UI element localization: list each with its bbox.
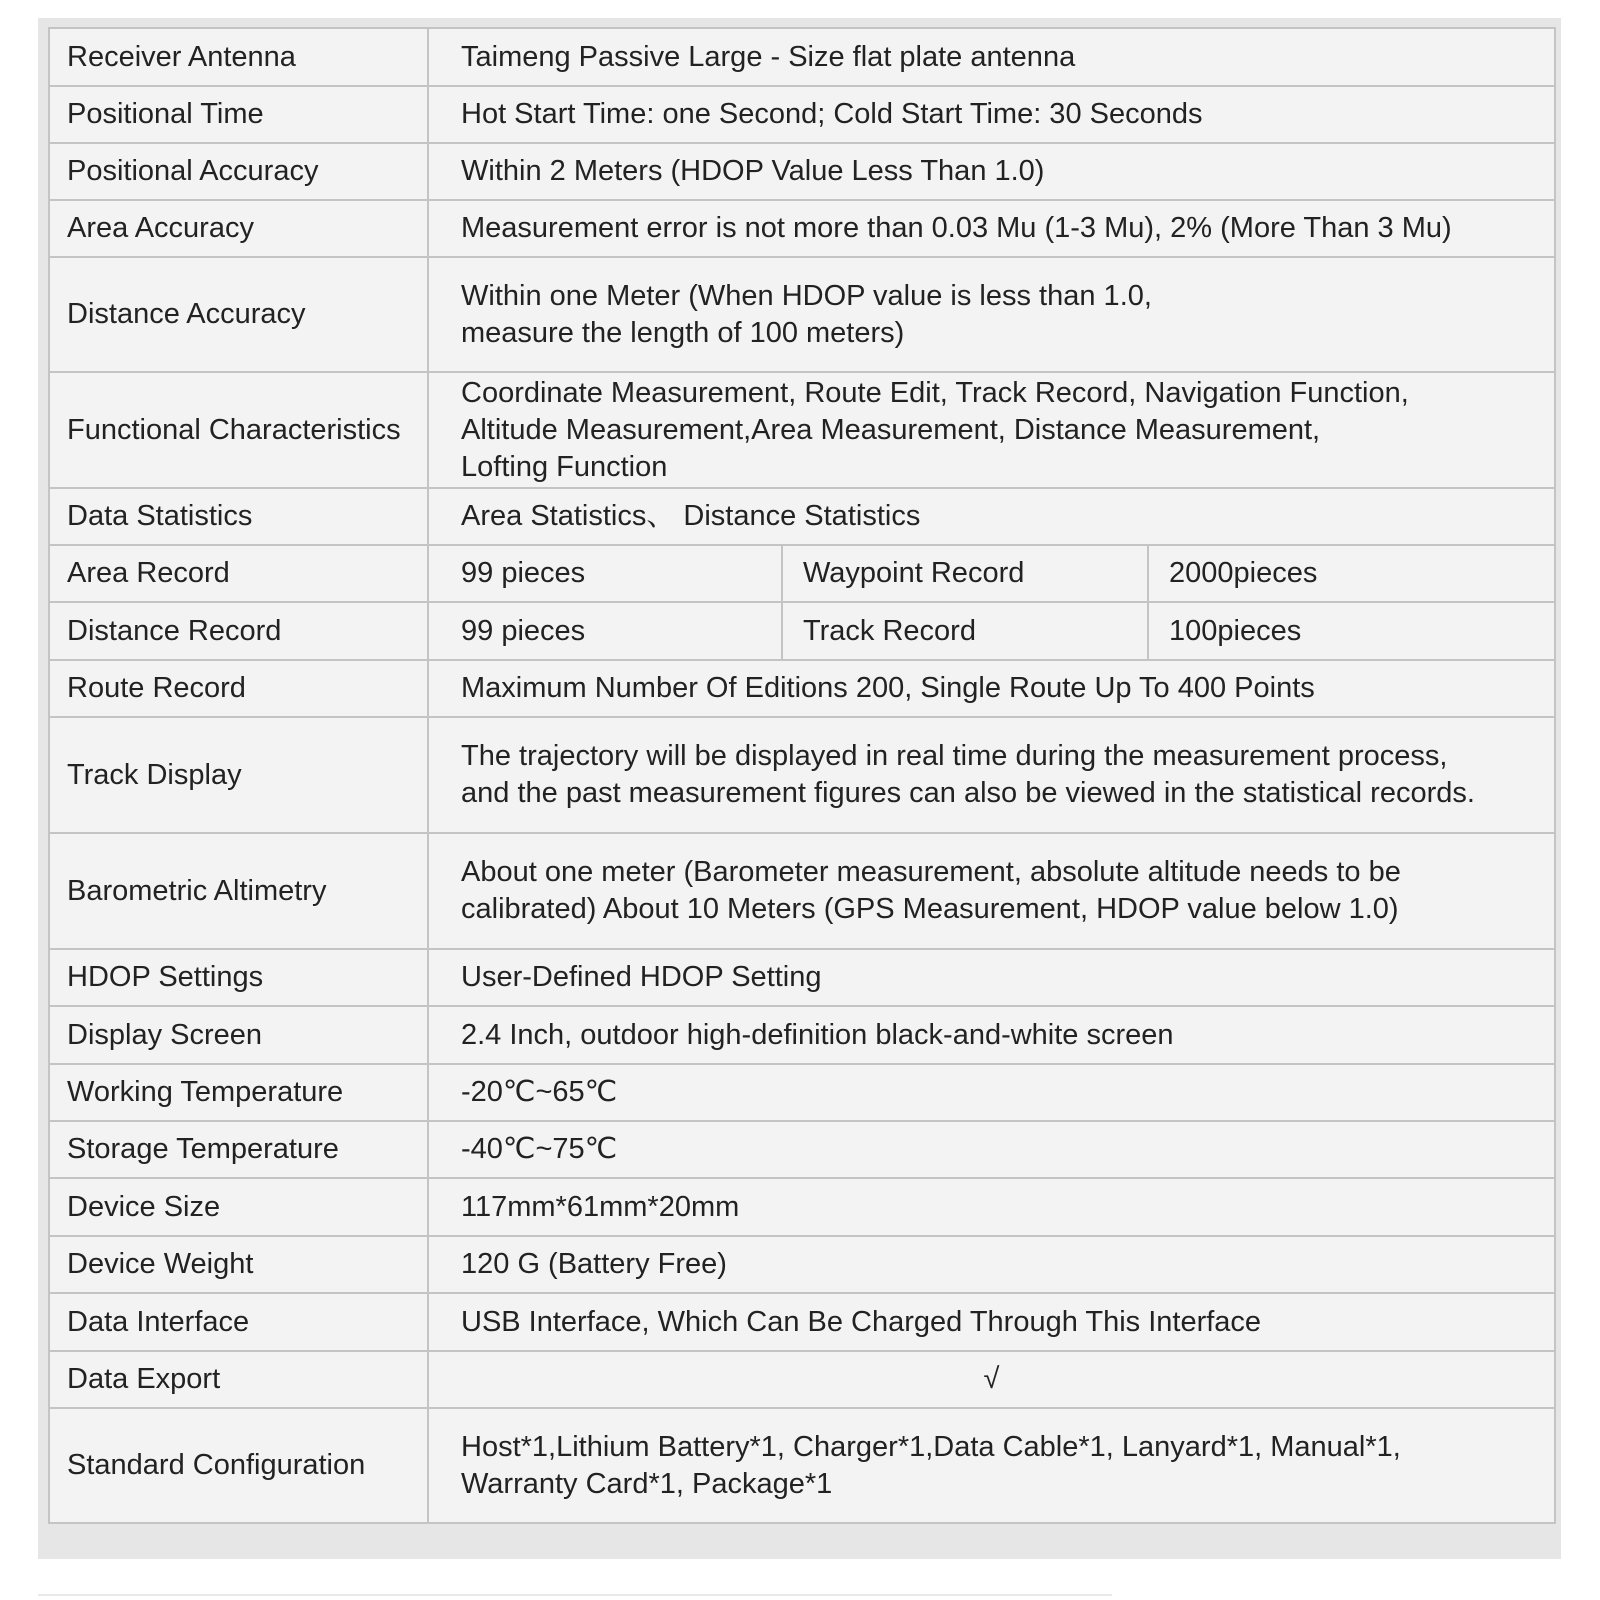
value-line: About one meter (Barometer measurement, absolute altitude needs to be <box>461 856 1401 888</box>
table-row <box>49 1351 1555 1408</box>
row-value: -20℃~65℃ <box>428 1064 1555 1121</box>
row-label: Storage Temperature <box>49 1121 428 1178</box>
value-line: The trajectory will be displayed in real time during the measurement process, <box>461 740 1448 772</box>
row-label: Data Interface <box>49 1293 428 1351</box>
row-value: User-Defined HDOP Setting <box>428 949 1555 1006</box>
row-value <box>428 257 1555 372</box>
table-row <box>49 200 1555 257</box>
value-line: Coordinate Measurement, Route Edit, Track Record, Navigation Function, <box>461 376 1409 409</box>
value-line: measure the length of 100 meters) <box>461 316 905 349</box>
value-line: Host*1,Lithium Battery*1, Charger*1,Data Cable*1, Lanyard*1, Manual*1, <box>461 1430 1401 1463</box>
table-row <box>49 1236 1555 1293</box>
table-row <box>49 1293 1555 1351</box>
table-row <box>49 257 1555 372</box>
row-label: Device Weight <box>49 1236 428 1293</box>
row-label: Data Statistics <box>49 488 428 545</box>
row-value: Taimeng Passive Large - Size flat plate antenna <box>428 28 1555 86</box>
row-label: Distance Record <box>49 602 428 660</box>
row-label: Track Display <box>49 717 428 833</box>
table-row <box>49 28 1555 86</box>
table-row <box>49 660 1555 717</box>
row-value <box>428 717 1555 833</box>
row-value: Area Statistics、 Distance Statistics <box>428 488 1555 545</box>
value-line: Altitude Measurement,Area Measurement, Distance Measurement, <box>461 413 1321 446</box>
row-value <box>428 833 1555 949</box>
row-label: Distance Accuracy <box>49 257 428 372</box>
row-label: Display Screen <box>49 1006 428 1064</box>
row-value <box>428 1408 1555 1523</box>
row-value: -40℃~75℃ <box>428 1121 1555 1178</box>
row-value: 120 G (Battery Free) <box>428 1236 1555 1293</box>
row-sub-value: 100pieces <box>1148 602 1555 660</box>
row-label: HDOP Settings <box>49 949 428 1006</box>
row-sub-label: Track Record <box>782 602 1148 660</box>
row-value: Measurement error is not more than 0.03 Mu (1-3 Mu), 2% (More Than 3 Mu) <box>428 200 1555 257</box>
row-label: Functional Characteristics <box>49 372 428 488</box>
row-label: Standard Configuration <box>49 1408 428 1523</box>
row-value: Maximum Number Of Editions 200, Single Route Up To 400 Points <box>428 660 1555 717</box>
row-value: USB Interface, Which Can Be Charged Through This Interface <box>428 1293 1555 1351</box>
divider <box>38 1594 1112 1596</box>
table-row <box>49 372 1555 488</box>
table-row <box>49 1064 1555 1121</box>
value-line: Warranty Card*1, Package*1 <box>461 1467 833 1500</box>
table-row <box>49 86 1555 143</box>
row-label: Positional Accuracy <box>49 143 428 200</box>
row-value: 2.4 Inch, outdoor high-definition black-and-white screen <box>428 1006 1555 1064</box>
table-row <box>49 949 1555 1006</box>
table-row <box>49 717 1555 833</box>
row-label: Working Temperature <box>49 1064 428 1121</box>
row-label: Barometric Altimetry <box>49 833 428 949</box>
table-row <box>49 1408 1555 1523</box>
row-value: Hot Start Time: one Second; Cold Start Time: 30 Seconds <box>428 86 1555 143</box>
check-mark: √ <box>428 1351 1555 1408</box>
table-row <box>49 488 1555 545</box>
table-row <box>49 602 1555 660</box>
value-line: Lofting Function <box>461 450 668 483</box>
table-row <box>49 1178 1555 1236</box>
row-sub-label: Waypoint Record <box>782 545 1148 602</box>
table-row <box>49 1006 1555 1064</box>
row-sub-value: 2000pieces <box>1148 545 1555 602</box>
value-line: and the past measurement figures can also be viewed in the statistical records. <box>461 777 1475 809</box>
table-row <box>49 833 1555 949</box>
table-row <box>49 545 1555 602</box>
value-line: Within one Meter (When HDOP value is less than 1.0, <box>461 279 1152 312</box>
row-value: 117mm*61mm*20mm <box>428 1178 1555 1236</box>
row-label: Positional Time <box>49 86 428 143</box>
table-row <box>49 1121 1555 1178</box>
row-value: 99 pieces <box>428 602 782 660</box>
specifications-table <box>48 27 1556 1524</box>
table-row <box>49 143 1555 200</box>
value-line: calibrated) About 10 Meters (GPS Measurement, HDOP value below 1.0) <box>461 893 1399 925</box>
row-value: 99 pieces <box>428 545 782 602</box>
row-label: Route Record <box>49 660 428 717</box>
row-label: Device Size <box>49 1178 428 1236</box>
row-label: Data Export <box>49 1351 428 1408</box>
row-label: Receiver Antenna <box>49 28 428 86</box>
row-label: Area Record <box>49 545 428 602</box>
row-value <box>428 372 1555 488</box>
row-value: Within 2 Meters (HDOP Value Less Than 1.0) <box>428 143 1555 200</box>
row-label: Area Accuracy <box>49 200 428 257</box>
